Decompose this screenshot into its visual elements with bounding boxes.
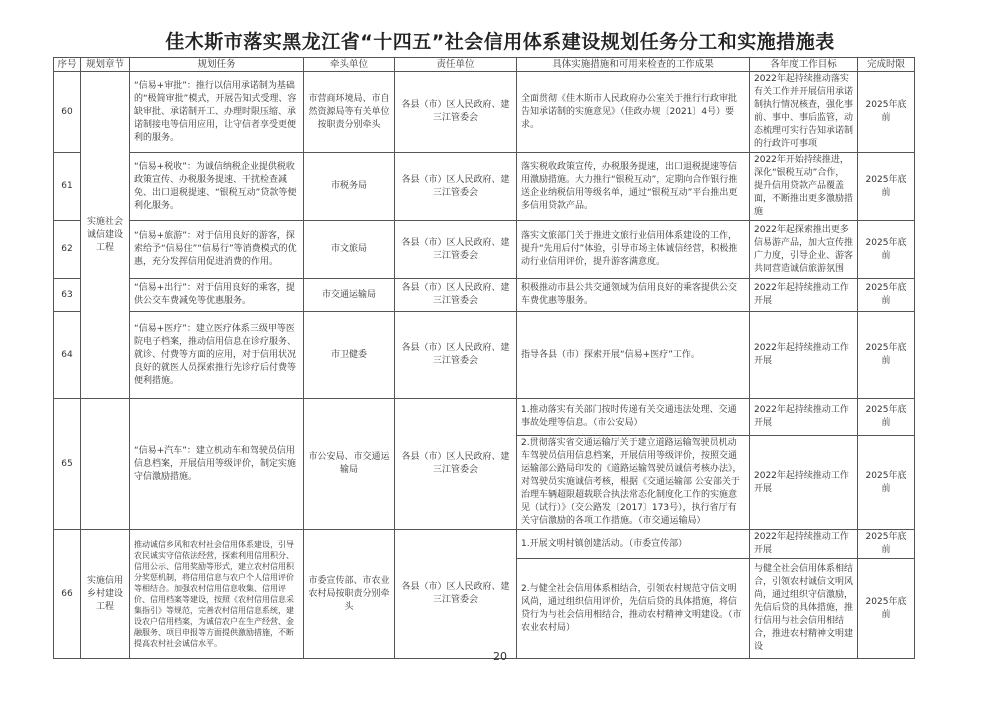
row-number: 62 (54, 221, 81, 279)
header-cell: 规划章节 (81, 58, 130, 72)
task-cell: “信易+出行”：对于信用良好的乘客，提供公交车费减免等优惠服务。 (130, 279, 304, 312)
goal-cell: 2022年起探索推出更多信易游产品，加大宣传推广力度，引导企业、游客共同营造诚信旅游氛围 (750, 221, 858, 279)
task-cell: “信易+审批”：推行以信用承诺制为基础的“极简审批”模式，开展告知式受理、容缺审批、承诺制开工、办理时限压缩、承诺制接电等信用应用，让守信者享受更便利的服务。 (130, 72, 304, 153)
task-cell: 推动诚信乡风和农村社会信用体系建设，引导农民诚实守信依法经营，探索利用信用积分、信用公示、信用奖励等形式，建立农村信用积分奖惩机制，将信用信息与农户个人信用评价等相结合。加强农村信用信息收集、信用评价、信用档案等建设，按照《农村信用信息采集指引》等规范，完善农村信用信息系统，建设农户信用档案，为诚信农户在生产经营、金融服务、项目申报等方面提供激励措施，不断提高农村社会诚信水平。 (130, 530, 304, 659)
measure-cell: 1.开展文明村镇创建活动。（市委宣传部） (517, 530, 750, 559)
deadline-cell: 2025年底前 (858, 312, 915, 399)
page-title: 佳木斯市落实黑龙江省“十四五”社会信用体系建设规划任务分工和实施措施表 (165, 31, 835, 53)
chapter-cell: 实施信用乡村建设工程 (81, 530, 130, 659)
goal-cell: 与健全社会信用体系相结合，引领农村诚信文明风尚，通过组织守信激励，先信后贷的具体措施，推行信用与社会信用相结合，推进农村精神文明建设 (750, 559, 858, 659)
task-table (53, 57, 915, 659)
table-row (54, 279, 915, 312)
row-number: 60 (54, 72, 81, 153)
measure-cell: 指导各县（市）探索开展“信易+医疗”工作。 (517, 312, 750, 399)
responsible-unit-cell: 各县（市）区人民政府、建三江管委会 (395, 153, 517, 221)
header-cell: 具体实施措施和可用来检查的工作成果 (517, 58, 750, 72)
responsible-unit-cell: 各县（市）区人民政府、建三江管委会 (395, 221, 517, 279)
lead-unit-cell: 市营商环境局、市自然资源局等有关单位按职责分别牵头 (304, 72, 395, 153)
measure-cell: 2.与健全社会信用体系相结合，引领农村规范守信文明风尚，通过组织信用评价，先信后贷的具体措施，将信贷行为与社会信用相结合，推动农村精神文明建设。（市农业农村局） (517, 559, 750, 659)
header-cell: 规划任务 (130, 58, 304, 72)
row-number: 63 (54, 279, 81, 312)
responsible-unit-cell: 各县（市）区人民政府、建三江管委会 (395, 312, 517, 399)
responsible-unit-cell: 各县（市）区人民政府、建三江管委会 (395, 72, 517, 153)
table-row (54, 221, 915, 279)
lead-unit-cell: 市委宣传部、市农业农村局按职责分别牵头 (304, 530, 395, 659)
row-number: 64 (54, 312, 81, 399)
deadline-cell: 2025年底前 (858, 530, 915, 559)
lead-unit-cell: 市文旅局 (304, 221, 395, 279)
lead-unit-cell: 市税务局 (304, 153, 395, 221)
goal-cell: 2022年起持续推动工作开展 (750, 399, 858, 436)
deadline-cell: 2025年底前 (858, 436, 915, 530)
measure-cell: 全面贯彻《佳木斯市人民政府办公室关于推行行政审批告知承诺制的实施意见》（佳政办规〔2021〕4号）要求。 (517, 72, 750, 153)
table-row (54, 72, 915, 153)
chapter-cell: 实施社会诚信建设工程 (81, 72, 130, 399)
chapter-cell-empty (81, 399, 130, 530)
table-row (54, 312, 915, 399)
table-row (54, 153, 915, 221)
measure-cell: 1.推动落实有关部门按时传递有关交通违法处理、交通事故处理等信息。（市公安局） (517, 399, 750, 436)
goal-cell: 2022年起持续推动工作开展 (750, 279, 858, 312)
measure-cell: 落实税收政策宣传，办税服务提速，出口退税提速等信用激励措施。大力推行“银税互动”，定期向合作银行推送企业纳税信用等级名单，通过“银税互动”平台推出更多信用贷款产品。 (517, 153, 750, 221)
header-cell: 序号 (54, 58, 81, 72)
deadline-cell: 2025年底前 (858, 559, 915, 659)
page-number: 20 (493, 650, 507, 663)
measure-cell: 2.贯彻落实省交通运输厅关于建立道路运输驾驶员机动车驾驶员信用信息档案，开展信用等级评价，按照交通运输部公路局印发的《道路运输驾驶员诚信考核办法》，对驾驶员实施诚信考核，根据《交通运输部 公安部关于治理车辆超限超载联合执法常态化制度化工作的实施意见（试行）》（交公路发〔2017〕173号），执行省厅有关守信激励的各项工作措施。（市交通运输局） (517, 436, 750, 530)
task-cell: “信易+税收”：为诚信纳税企业提供税收政策宣传、办税服务提速、干扰检查减免、出口退税提速、“银税互动”贷款等便利化服务。 (130, 153, 304, 221)
lead-unit-cell: 市交通运输局 (304, 279, 395, 312)
header-cell: 完成时限 (858, 58, 915, 72)
header-cell: 牵头单位 (304, 58, 395, 72)
table-row (54, 530, 915, 559)
goal-cell: 2022年起持续推动工作开展 (750, 436, 858, 530)
deadline-cell: 2025年底前 (858, 221, 915, 279)
table-header-row (54, 58, 915, 72)
deadline-cell: 2025年底前 (858, 153, 915, 221)
deadline-cell: 2025年底前 (858, 279, 915, 312)
table-row (54, 399, 915, 436)
deadline-cell: 2025年底前 (858, 399, 915, 436)
responsible-unit-cell: 各县（市）区人民政府、建三江管委会 (395, 530, 517, 659)
task-cell: “信易+汽车”：建立机动车和驾驶员信用信息档案，开展信用等级评价，制定实施守信激励措施。 (130, 399, 304, 530)
responsible-unit-cell: 各县（市）区人民政府、建三江管委会 (395, 279, 517, 312)
deadline-cell: 2025年底前 (858, 72, 915, 153)
goal-cell: 2022年起持续推动工作开展 (750, 530, 858, 559)
row-number: 66 (54, 530, 81, 659)
header-cell: 各年度工作目标 (750, 58, 858, 72)
goal-cell: 2022年起持续推动工作开展 (750, 312, 858, 399)
header-cell: 责任单位 (395, 58, 517, 72)
task-cell: “信易+医疗”：建立医疗体系三级甲等医院电子档案，推动信用信息在诊疗服务、就诊、付费等方面的应用，对于信用状况良好的就医人员探索推行先诊疗后付费等便利措施。 (130, 312, 304, 399)
row-number: 61 (54, 153, 81, 221)
task-cell: “信易+旅游”：对于信用良好的游客，探索给予“信易住”“信易行”等消费模式的优惠，充分发挥信用促进消费的作用。 (130, 221, 304, 279)
responsible-unit-cell: 各县（市）区人民政府、建三江管委会 (395, 399, 517, 530)
measure-cell: 落实文旅部门关于推进文旅行业信用体系建设的工作，提升“先用后付”体验，引导市场主体诚信经营，积极推动行业信用评价，提升游客满意度。 (517, 221, 750, 279)
measure-cell: 积极推动市县公共交通领域为信用良好的乘客提供公交车费优惠等服务。 (517, 279, 750, 312)
lead-unit-cell: 市公安局、市交通运输局 (304, 399, 395, 530)
goal-cell: 2022年起持续推动落实有关工作并开展信用承诺制执行情况核查，强化事前、事中、事后监管，动态梳理可实行告知承诺制的行政许可事项 (750, 72, 858, 153)
row-number: 65 (54, 399, 81, 530)
goal-cell: 2022年开始持续推进，深化“银税互动”合作，提升信用贷款产品覆盖面，不断推出更多激励措施 (750, 153, 858, 221)
lead-unit-cell: 市卫健委 (304, 312, 395, 399)
